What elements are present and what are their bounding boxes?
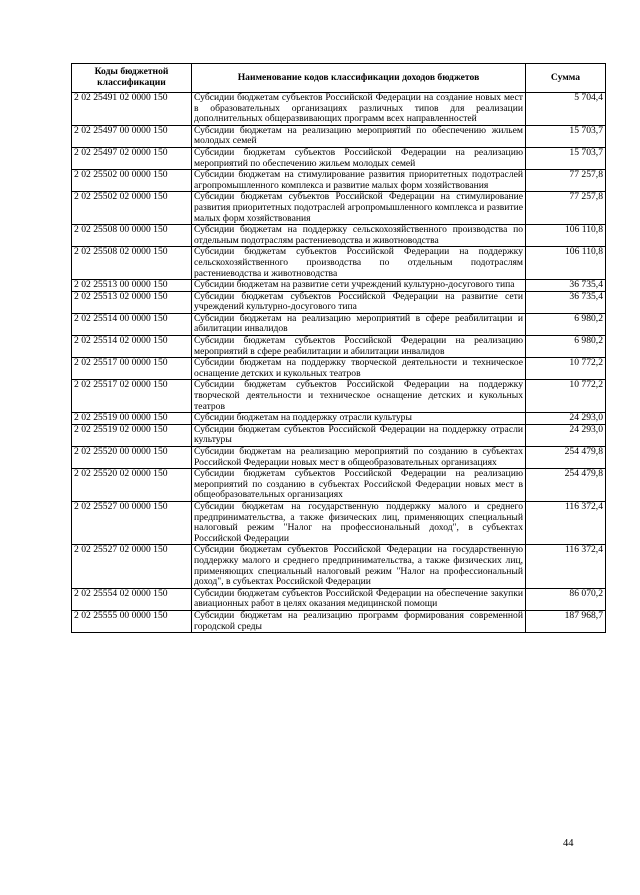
row-name-cell: Субсидии бюджетам на реализацию программ формирования современной городской среды xyxy=(192,610,526,632)
table-row xyxy=(72,380,606,413)
table-row xyxy=(72,291,606,313)
table-row xyxy=(72,93,606,126)
row-code-cell: 2 02 25517 02 0000 150 xyxy=(72,380,192,413)
row-name-cell: Субсидии бюджетам на реализацию мероприятий по обеспечению жильем молодых семей xyxy=(192,125,526,147)
row-code-cell: 2 02 25519 02 0000 150 xyxy=(72,424,192,446)
row-name-cell: Субсидии бюджетам субъектов Российской Федерации на государственную поддержку малого и среднего предпринимательства, а также физических лиц, применяющих специальный налоговый режим "Налог на профессиональный доход", в субъектах Российской Федерации xyxy=(192,545,526,588)
row-code-cell: 2 02 25502 00 0000 150 xyxy=(72,170,192,192)
row-name-cell: Субсидии бюджетам субъектов Российской Федерации на обеспечение закупки авиационных работ в целях оказания медицинской помощи xyxy=(192,588,526,610)
table-row xyxy=(72,501,606,544)
table-row xyxy=(72,610,606,632)
row-name-cell: Субсидии бюджетам на поддержку отрасли культуры xyxy=(192,413,526,425)
row-name-cell: Субсидии бюджетам субъектов Российской Федерации на создание новых мест в образовательных организациях различных типов для реализации дополнительных общеразвивающих программ всех направленностей xyxy=(192,93,526,126)
row-name-cell: Субсидии бюджетам субъектов Российской Федерации на развитие сети учреждений культурно-досугового типа xyxy=(192,291,526,313)
row-sum-cell: 116 372,4 xyxy=(526,501,606,544)
row-sum-cell: 5 704,4 xyxy=(526,93,606,126)
row-code-cell: 2 02 25508 02 0000 150 xyxy=(72,247,192,280)
row-sum-cell: 15 703,7 xyxy=(526,125,606,147)
row-sum-cell: 86 070,2 xyxy=(526,588,606,610)
row-code-cell: 2 02 25497 00 0000 150 xyxy=(72,125,192,147)
table-row xyxy=(72,192,606,225)
row-code-cell: 2 02 25520 00 0000 150 xyxy=(72,447,192,469)
row-name-cell: Субсидии бюджетам на реализацию мероприятий в сфере реабилитации и абилитации инвалидов xyxy=(192,313,526,335)
row-name-cell: Субсидии бюджетам субъектов Российской Федерации на реализацию мероприятий в сфере реабилитации и абилитации инвалидов xyxy=(192,336,526,358)
row-code-cell: 2 02 25502 02 0000 150 xyxy=(72,192,192,225)
row-code-cell: 2 02 25514 02 0000 150 xyxy=(72,336,192,358)
budget-classification-table xyxy=(71,63,606,633)
row-sum-cell: 15 703,7 xyxy=(526,147,606,169)
table-row xyxy=(72,147,606,169)
table-header-row xyxy=(72,64,606,93)
row-sum-cell: 77 257,8 xyxy=(526,170,606,192)
row-sum-cell: 77 257,8 xyxy=(526,192,606,225)
row-code-cell: 2 02 25555 00 0000 150 xyxy=(72,610,192,632)
row-sum-cell: 116 372,4 xyxy=(526,545,606,588)
table-row xyxy=(72,424,606,446)
table-row xyxy=(72,588,606,610)
row-sum-cell: 24 293,0 xyxy=(526,413,606,425)
row-code-cell: 2 02 25519 00 0000 150 xyxy=(72,413,192,425)
row-code-cell: 2 02 25513 02 0000 150 xyxy=(72,291,192,313)
row-sum-cell: 36 735,4 xyxy=(526,280,606,292)
row-code-cell: 2 02 25527 02 0000 150 xyxy=(72,545,192,588)
row-name-cell: Субсидии бюджетам субъектов Российской Федерации на поддержку творческой деятельности и техническое оснащение детских и кукольных театров xyxy=(192,380,526,413)
row-sum-cell: 6 980,2 xyxy=(526,336,606,358)
row-code-cell: 2 02 25508 00 0000 150 xyxy=(72,225,192,247)
table-body xyxy=(72,93,606,633)
table-row xyxy=(72,247,606,280)
row-sum-cell: 187 968,7 xyxy=(526,610,606,632)
row-code-cell: 2 02 25497 02 0000 150 xyxy=(72,147,192,169)
header-names: Наименование кодов классификации доходов бюджетов xyxy=(192,64,526,93)
table-row xyxy=(72,447,606,469)
row-name-cell: Субсидии бюджетам на реализацию мероприятий по созданию в субъектах Российской Федерации новых мест в общеобразовательных организациях xyxy=(192,447,526,469)
row-name-cell: Субсидии бюджетам на поддержку творческой деятельности и техническое оснащение детских и кукольных театров xyxy=(192,358,526,380)
row-name-cell: Субсидии бюджетам субъектов Российской Федерации на поддержку отрасли культуры xyxy=(192,424,526,446)
row-sum-cell: 254 479,8 xyxy=(526,469,606,502)
table-row xyxy=(72,358,606,380)
row-name-cell: Субсидии бюджетам субъектов Российской Федерации на стимулирование развития приоритетных подотраслей агропромышленного комплекса и развитие малых форм хозяйствования xyxy=(192,192,526,225)
row-sum-cell: 36 735,4 xyxy=(526,291,606,313)
row-code-cell: 2 02 25517 00 0000 150 xyxy=(72,358,192,380)
row-name-cell: Субсидии бюджетам субъектов Российской Федерации на поддержку сельскохозяйственного производства по отдельным подотраслям растениеводства и животноводства xyxy=(192,247,526,280)
row-name-cell: Субсидии бюджетам на государственную поддержку малого и среднего предпринимательства, а также физических лиц, применяющих специальный налоговый режим "Налог на профессиональный доход", в субъектах Российской Федерации xyxy=(192,501,526,544)
row-name-cell: Субсидии бюджетам на развитие сети учреждений культурно-досугового типа xyxy=(192,280,526,292)
row-code-cell: 2 02 25527 00 0000 150 xyxy=(72,501,192,544)
row-code-cell: 2 02 25491 02 0000 150 xyxy=(72,93,192,126)
row-code-cell: 2 02 25513 00 0000 150 xyxy=(72,280,192,292)
header-sum: Сумма xyxy=(526,64,606,93)
table-row xyxy=(72,125,606,147)
row-name-cell: Субсидии бюджетам на поддержку сельскохозяйственного производства по отдельным подотраслям растениеводства и животноводства xyxy=(192,225,526,247)
row-sum-cell: 254 479,8 xyxy=(526,447,606,469)
table-row xyxy=(72,336,606,358)
row-sum-cell: 106 110,8 xyxy=(526,247,606,280)
row-sum-cell: 10 772,2 xyxy=(526,380,606,413)
table-row xyxy=(72,413,606,425)
table-row xyxy=(72,313,606,335)
row-code-cell: 2 02 25554 02 0000 150 xyxy=(72,588,192,610)
table-row xyxy=(72,469,606,502)
header-codes: Коды бюджетной классификации xyxy=(72,64,192,93)
row-sum-cell: 10 772,2 xyxy=(526,358,606,380)
page-number: 44 xyxy=(563,838,574,849)
row-sum-cell: 6 980,2 xyxy=(526,313,606,335)
table-row xyxy=(72,170,606,192)
row-name-cell: Субсидии бюджетам на стимулирование развития приоритетных подотраслей агропромышленного комплекса и развитие малых форм хозяйствования xyxy=(192,170,526,192)
row-code-cell: 2 02 25520 02 0000 150 xyxy=(72,469,192,502)
table-row xyxy=(72,545,606,588)
row-code-cell: 2 02 25514 00 0000 150 xyxy=(72,313,192,335)
table-row xyxy=(72,280,606,292)
row-sum-cell: 106 110,8 xyxy=(526,225,606,247)
row-sum-cell: 24 293,0 xyxy=(526,424,606,446)
table-row xyxy=(72,225,606,247)
row-name-cell: Субсидии бюджетам субъектов Российской Федерации на реализацию мероприятий по созданию в субъектах Российской Федерации новых мест в общеобразовательных организациях xyxy=(192,469,526,502)
row-name-cell: Субсидии бюджетам субъектов Российской Федерации на реализацию мероприятий по обеспечению жильем молодых семей xyxy=(192,147,526,169)
